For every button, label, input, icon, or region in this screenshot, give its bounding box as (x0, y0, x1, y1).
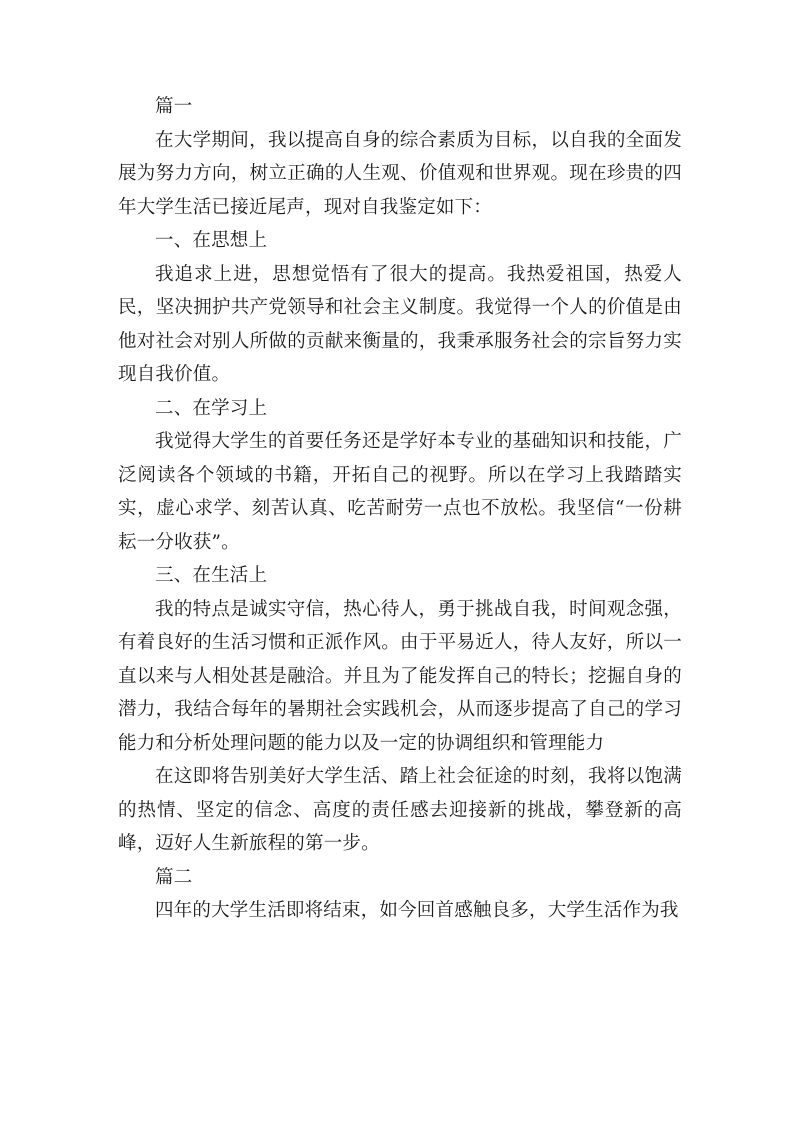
subheading-study: 二、在学习上 (155, 397, 268, 419)
document-body (118, 90, 682, 928)
section-2-paragraph: 四年的大学生活即将结束，如今回首感触良多，大学生活作为我 (155, 900, 679, 921)
section-heading-2: 篇二 (155, 866, 193, 888)
subheading-thought: 一、在思想上 (155, 230, 268, 251)
life-paragraph: 我的特点是诚实守信，热心待人，勇于挑战自我，时间观念强，有着良好的生活习惯和正派作风。由于平易近人，待人友好，所以一直以来与人相处甚是融洽。并且为了能发挥自己的特长；挖掘自身的潜力，我结合每年的暑期社会实践机会，从而逐步提高了自己的学习能力和分析处理问题的能力以及一定的协调组织和管理能力 (118, 598, 682, 754)
section-heading-1: 篇一 (155, 96, 193, 117)
study-paragraph: 我觉得大学生的首要任务还是学好本专业的基础知识和技能，广泛阅读各个领域的书籍，开拓自己的视野。所以在学习上我踏踏实实，虚心求学、刻苦认真、吃苦耐劳一点也不放松。我坚信“一份耕耘一分收获”。 (118, 431, 682, 553)
closing-paragraph: 在这即将告别美好大学生活、踏上社会征途的时刻，我将以饱满的热情、坚定的信念、高度的责任感去迎接新的挑战，攀登新的高峰，迈好人生新旅程的第一步。 (118, 766, 682, 854)
intro-paragraph: 在大学期间，我以提高自身的综合素质为目标，以自我的全面发展为努力方向，树立正确的人生观、价值观和世界观。现在珍贵的四年大学生活已接近尾声，现对自我鉴定如下： (118, 129, 682, 218)
thought-paragraph: 我追求上进，思想觉悟有了很大的提高。我热爱祖国，热爱人民，坚决拥护共产党领导和社会主义制度。我觉得一个人的价值是由他对社会对别人所做的贡献来衡量的，我秉承服务社会的宗旨努力实现自我价值。 (118, 263, 682, 385)
subheading-life: 三、在生活上 (155, 565, 268, 586)
